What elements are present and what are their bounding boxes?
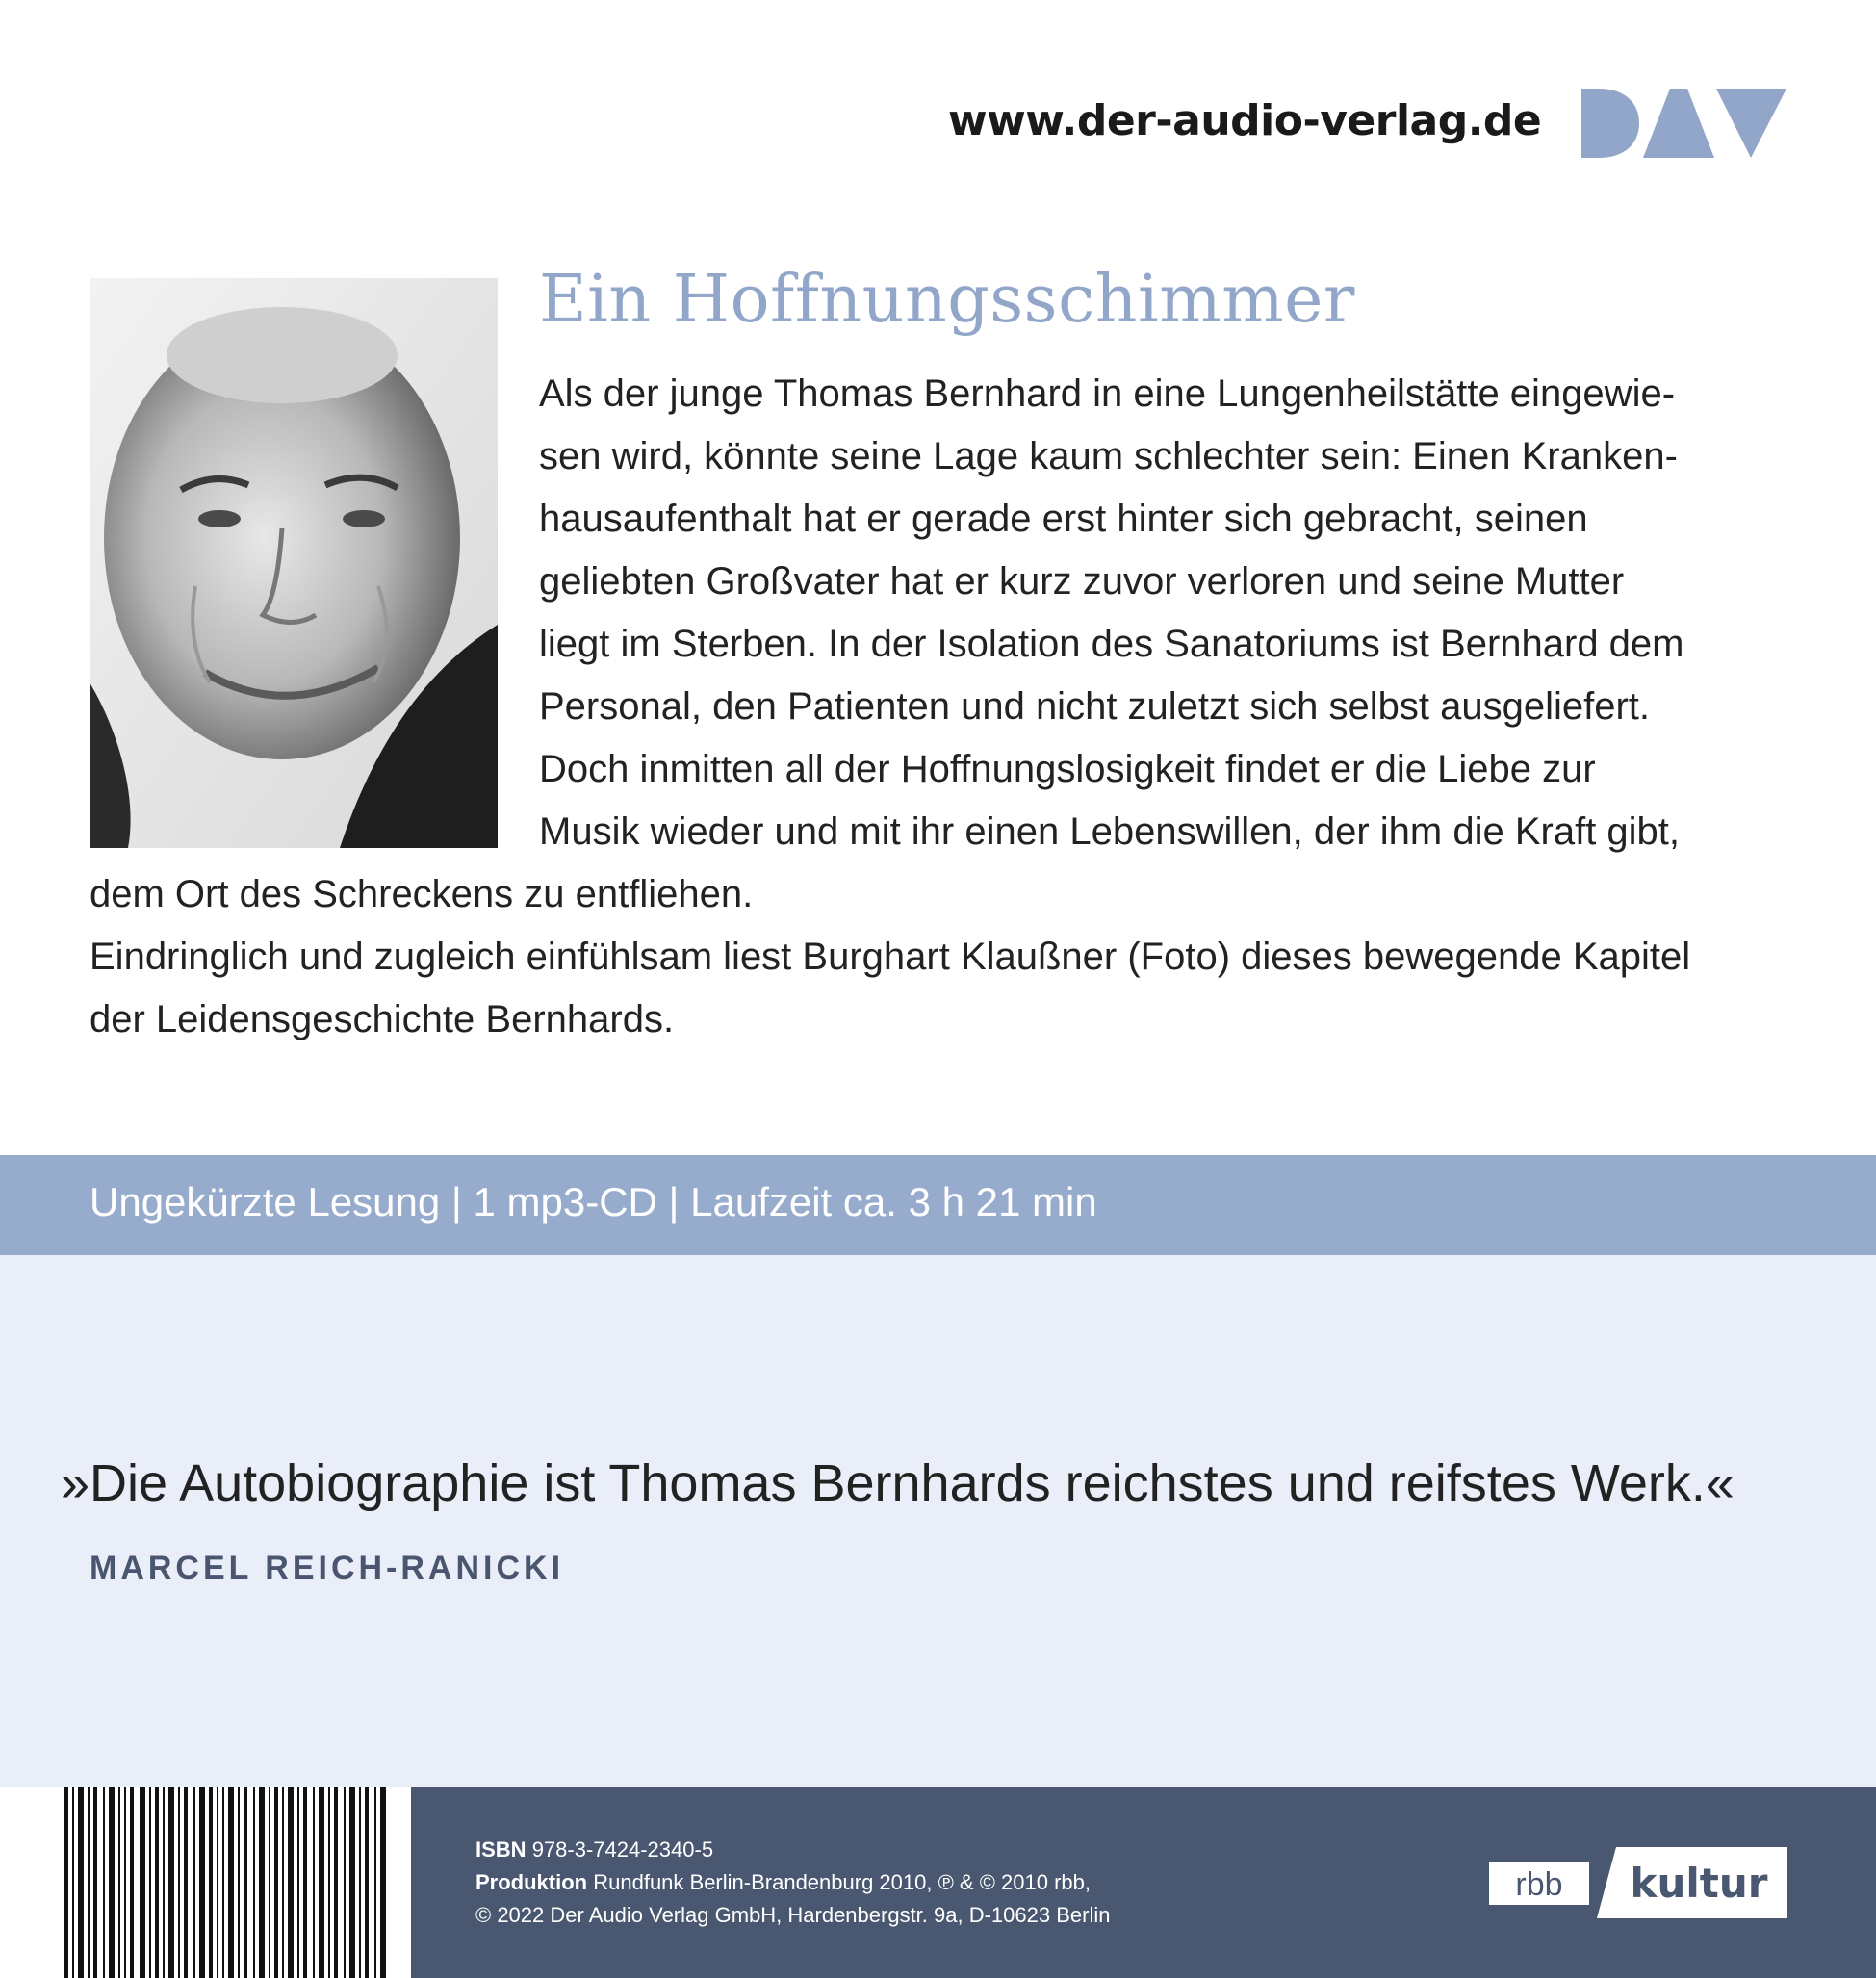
barcode (61, 1787, 393, 1978)
blurb-line: geliebten Großvater hat er kurz zuvor verloren und seine Mutter (539, 560, 1625, 603)
website-url[interactable]: www.der-audio-verlag.de (948, 96, 1542, 145)
copyright-line: © 2022 Der Audio Verlag GmbH, Hardenbergstr. 9a, D-10623 Berlin (475, 1903, 1111, 1927)
headline: Ein Hoffnungsschimmer (539, 262, 1355, 338)
rbb-kultur-logo (1489, 1847, 1787, 1918)
svg-text:kultur: kultur (1630, 1860, 1768, 1907)
production-line: Produktion Rundfunk Berlin-Brandenburg 2010, ℗ & © 2010 rbb, (475, 1870, 1091, 1894)
footer (411, 1787, 1876, 1978)
review-quote: »Die Autobiographie ist Thomas Bernhards reichstes und reifstes Werk.« (61, 1454, 1735, 1512)
format-info: Ungekürzte Lesung | 1 mp3-CD | Laufzeit ca. 3 h 21 min (90, 1179, 1097, 1224)
portrait-photo (90, 278, 498, 848)
blurb-line: sen wird, könnte seine Lage kaum schlechter sein: Einen Kranken- (539, 435, 1678, 477)
quote-section (0, 1255, 1876, 1787)
isbn-line: ISBN 978-3-7424-2340-5 (475, 1837, 714, 1862)
blurb-line: Personal, den Patienten und nicht zuletzt sich selbst ausgeliefert. (539, 685, 1651, 728)
info-band (0, 1155, 1876, 1255)
svg-text:rbb: rbb (1515, 1866, 1563, 1903)
dav-logo (1581, 89, 1786, 158)
blurb-line: Als der junge Thomas Bernhard in eine Lungenheilstätte eingewie- (539, 372, 1676, 415)
quote-author: MARCEL REICH-RANICKI (90, 1550, 565, 1586)
blurb-line: Eindringlich und zugleich einfühlsam liest Burghart Klaußner (Foto) dieses bewegende Kapitel (90, 936, 1691, 978)
blurb-line: Musik wieder und mit ihr einen Lebenswillen, der ihm die Kraft gibt, (539, 810, 1681, 853)
blurb-line: hausaufenthalt hat er gerade erst hinter sich gebracht, seinen (539, 498, 1588, 540)
imprint (475, 1834, 1110, 1932)
blurb-line: Doch inmitten all der Hoffnungslosigkeit findet er die Liebe zur (539, 748, 1596, 790)
blurb-line: der Leidensgeschichte Bernhards. (90, 998, 675, 1040)
blurb-line: liegt im Sterben. In der Isolation des Sanatoriums ist Bernhard dem (539, 623, 1684, 665)
blurb-line: dem Ort des Schreckens zu entfliehen. (90, 873, 754, 915)
